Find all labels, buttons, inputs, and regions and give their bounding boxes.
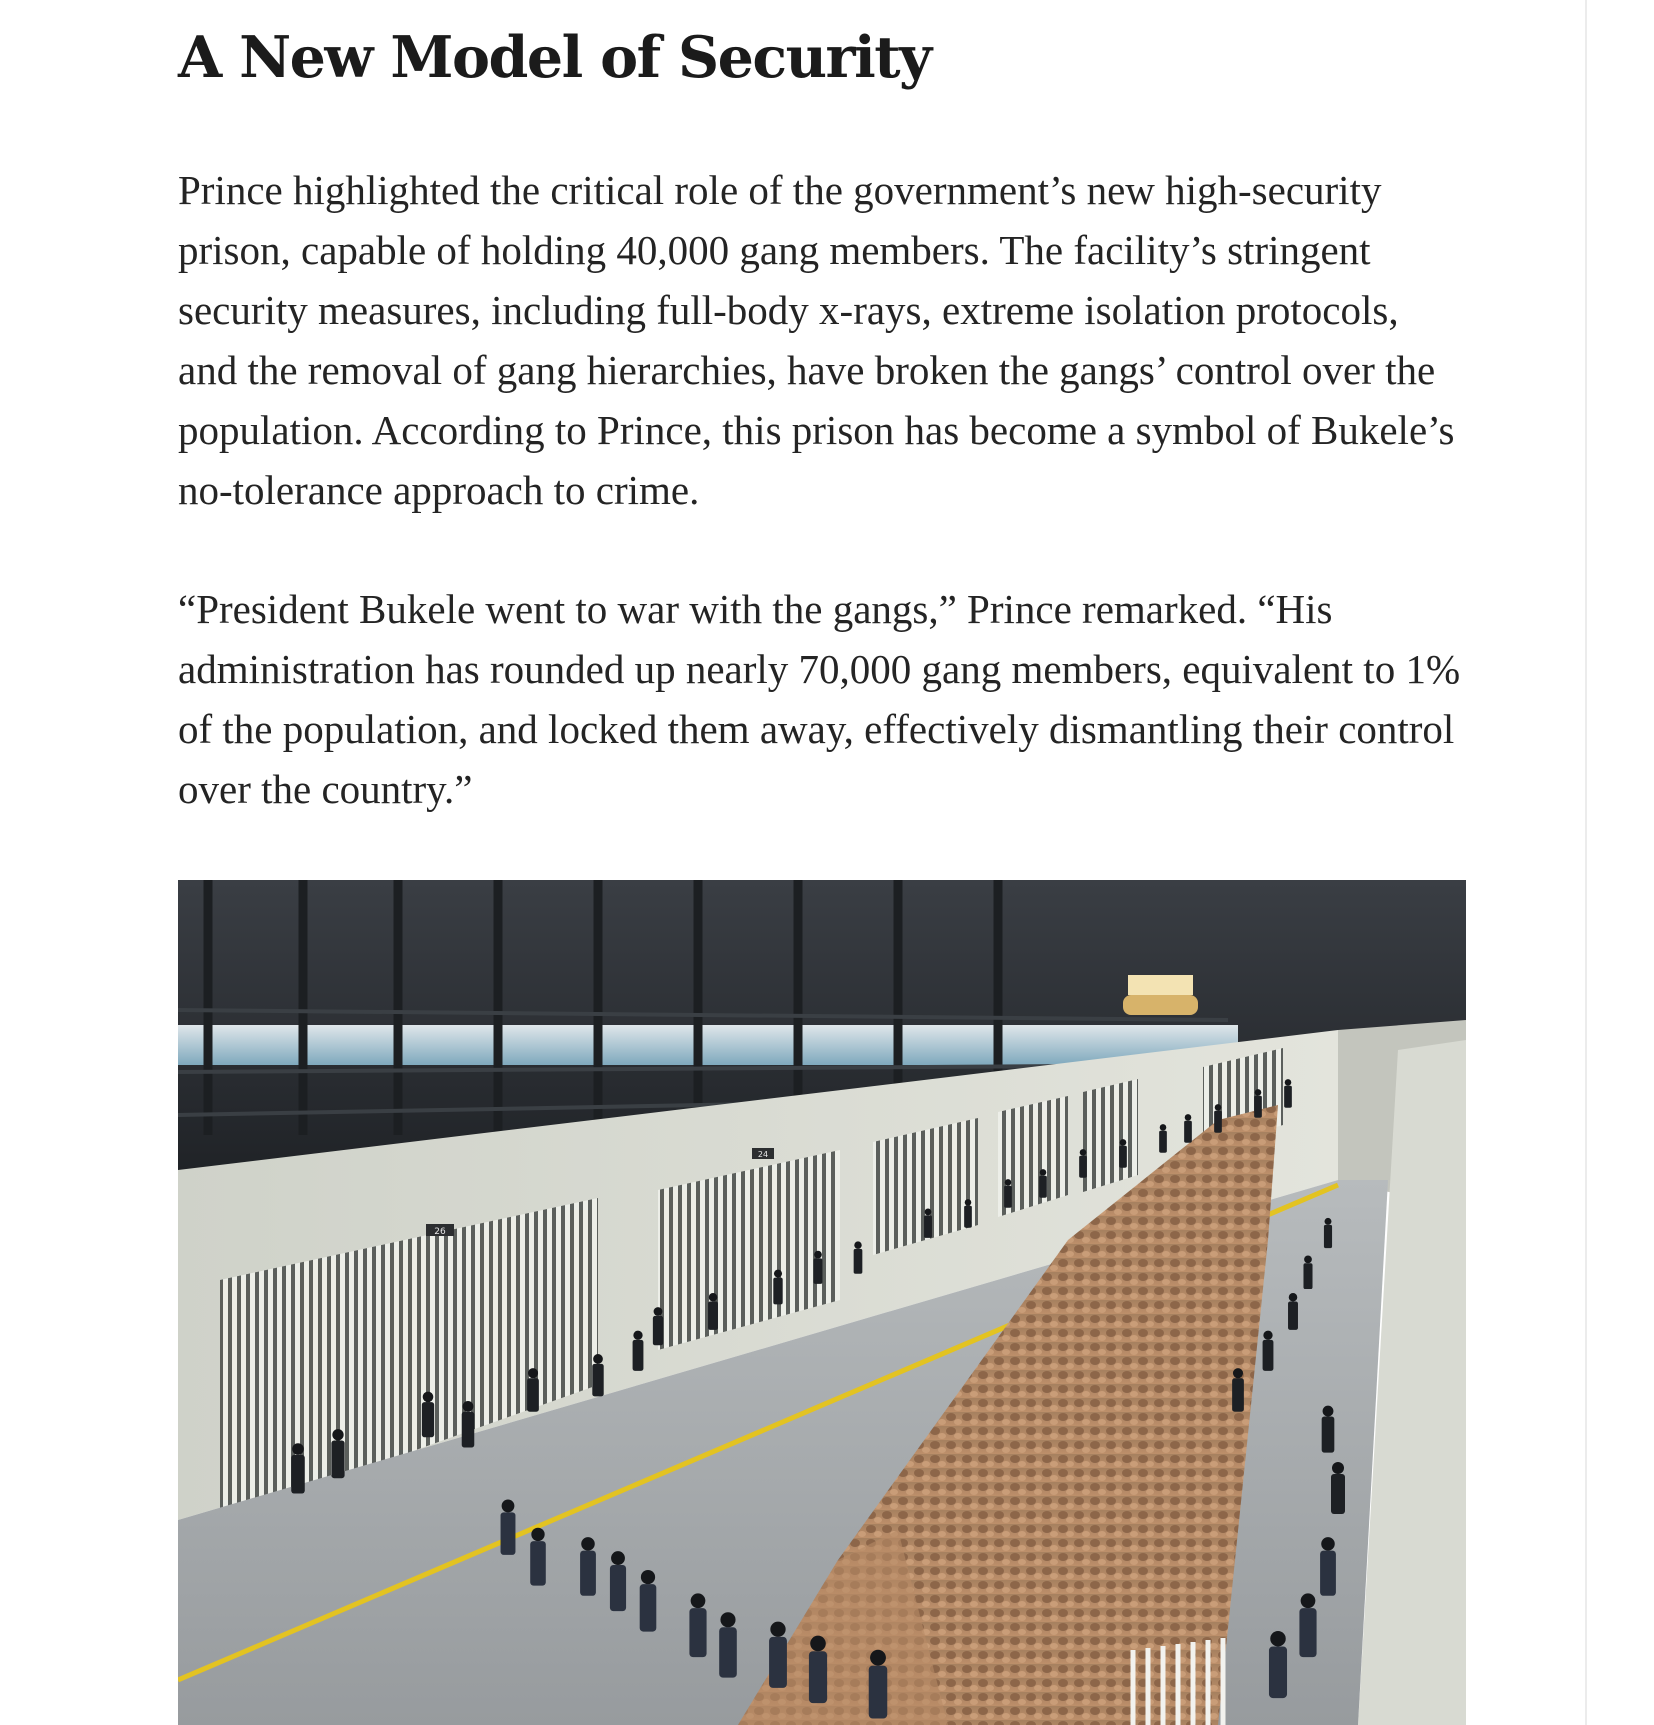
guard-head bbox=[1270, 1631, 1285, 1646]
guard-body bbox=[592, 1364, 603, 1397]
guard-body bbox=[708, 1302, 718, 1330]
guard-head bbox=[1215, 1104, 1222, 1111]
guard-body bbox=[1331, 1474, 1345, 1514]
guard-head bbox=[423, 1392, 434, 1403]
guard-body bbox=[501, 1512, 516, 1555]
guard-head bbox=[1301, 1593, 1316, 1608]
guard-body bbox=[1299, 1608, 1316, 1657]
guard-body bbox=[964, 1206, 972, 1228]
guard-body bbox=[1254, 1096, 1262, 1118]
guard-head bbox=[965, 1199, 972, 1206]
skylight-strip bbox=[178, 1025, 1238, 1065]
cell-number: 24 bbox=[757, 1150, 769, 1159]
lamp bbox=[1123, 995, 1198, 1015]
guard-head bbox=[709, 1293, 718, 1302]
cell-number: 26 bbox=[434, 1227, 446, 1237]
guard-head bbox=[633, 1331, 642, 1340]
guard-body bbox=[1269, 1646, 1287, 1698]
guard-body bbox=[773, 1278, 782, 1305]
lower-railing bbox=[1133, 1638, 1223, 1725]
guard-head bbox=[611, 1551, 625, 1565]
guard-body bbox=[1119, 1146, 1127, 1168]
guard-head bbox=[1304, 1255, 1312, 1263]
guard-body bbox=[1303, 1263, 1312, 1289]
guard-head bbox=[1263, 1331, 1272, 1340]
guard-head bbox=[502, 1500, 515, 1513]
guard-body bbox=[1320, 1551, 1336, 1596]
guard-body bbox=[640, 1584, 657, 1631]
guard-head bbox=[528, 1368, 538, 1378]
guard-head bbox=[1289, 1293, 1298, 1302]
guard-body bbox=[1184, 1121, 1192, 1143]
guard-head bbox=[292, 1443, 304, 1455]
guard-head bbox=[691, 1593, 706, 1608]
lamp-light bbox=[1128, 975, 1193, 995]
prison-photo bbox=[178, 880, 1466, 1725]
guard-body bbox=[854, 1249, 863, 1274]
guard-head bbox=[1321, 1537, 1335, 1551]
guard-head bbox=[854, 1241, 861, 1248]
guard-head bbox=[593, 1354, 603, 1364]
guard-body bbox=[291, 1455, 305, 1494]
guard-body bbox=[580, 1551, 596, 1596]
guard-head bbox=[581, 1537, 595, 1551]
guard-body bbox=[1039, 1176, 1047, 1198]
guard-body bbox=[1284, 1086, 1292, 1108]
guard-head bbox=[1285, 1079, 1292, 1086]
guard-head bbox=[1255, 1089, 1262, 1096]
guard-body bbox=[924, 1215, 932, 1238]
cell-gate bbox=[1083, 1079, 1138, 1192]
guard-body bbox=[719, 1627, 737, 1677]
guard-body bbox=[769, 1637, 787, 1688]
guard-head bbox=[1323, 1406, 1334, 1417]
guard-body bbox=[1263, 1340, 1274, 1371]
guard-head bbox=[1233, 1368, 1243, 1378]
guard-body bbox=[610, 1565, 626, 1611]
guard-head bbox=[810, 1636, 826, 1652]
guard-body bbox=[527, 1378, 539, 1412]
guard-head bbox=[1325, 1218, 1332, 1225]
guard-head bbox=[1080, 1149, 1087, 1156]
guard-head bbox=[720, 1612, 735, 1627]
guard-head bbox=[774, 1270, 782, 1278]
guard-head bbox=[463, 1401, 474, 1412]
page-divider bbox=[1585, 0, 1587, 1725]
guard-body bbox=[689, 1608, 706, 1657]
guard-body bbox=[814, 1258, 823, 1283]
guard-head bbox=[332, 1429, 343, 1440]
guard-body bbox=[1324, 1225, 1332, 1248]
guard-body bbox=[633, 1340, 644, 1371]
guard-head bbox=[641, 1570, 655, 1584]
guard-body bbox=[1004, 1186, 1012, 1208]
guard-head bbox=[870, 1650, 886, 1666]
guard-head bbox=[1040, 1169, 1047, 1176]
guard-body bbox=[422, 1402, 434, 1437]
guard-head bbox=[814, 1251, 822, 1259]
guard-body bbox=[653, 1316, 663, 1345]
guard-head bbox=[925, 1209, 932, 1216]
section-heading: A New Model of Security bbox=[178, 24, 931, 91]
guard-body bbox=[1288, 1302, 1298, 1330]
guard-head bbox=[1120, 1139, 1127, 1146]
guard-body bbox=[1159, 1131, 1167, 1153]
guard-body bbox=[1079, 1156, 1087, 1178]
guard-head bbox=[770, 1622, 785, 1637]
guard-body bbox=[869, 1666, 888, 1719]
guard-head bbox=[531, 1528, 544, 1541]
guard-head bbox=[654, 1307, 663, 1316]
guard-head bbox=[1185, 1114, 1192, 1121]
guard-body bbox=[1232, 1378, 1244, 1412]
guard-body bbox=[530, 1541, 546, 1586]
guard-body bbox=[1322, 1417, 1335, 1453]
guard-body bbox=[809, 1651, 827, 1703]
guard-body bbox=[331, 1440, 344, 1478]
guard-body bbox=[1214, 1111, 1222, 1133]
guard-body bbox=[462, 1412, 475, 1448]
paragraph-quote: “President Bukele went to war with the gangs,” Prince remarked. “His administration has rounded up nearly 70,000 gang members, equivalent to 1% of the population, and locked them away, effectively dismantling their control over the country.” bbox=[178, 586, 1461, 812]
guard-head bbox=[1332, 1462, 1344, 1474]
guard-head bbox=[1160, 1124, 1167, 1131]
guard-head bbox=[1005, 1179, 1012, 1186]
paragraph-prison: Prince highlighted the critical role of the government’s new high-security prison, capable of holding 40,000 gang members. The facility’s stringent security measures, including full-body x-rays, extreme isolation protocols, and the removal of gang hierarchies, have broken the gangs’ control over the population. According to Prince, this prison has become a symbol of Bukele’s no-tolerance approach to crime. bbox=[178, 167, 1455, 513]
